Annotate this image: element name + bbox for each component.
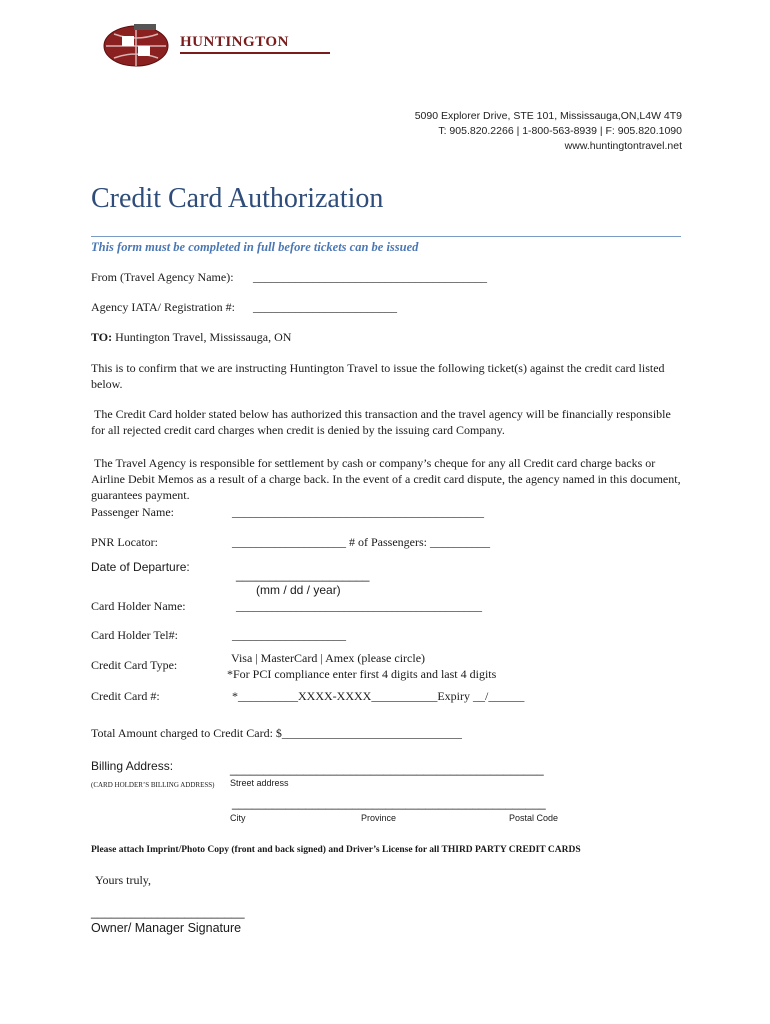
holder-name-label: Card Holder Name: <box>91 599 186 613</box>
city-label: City <box>230 813 246 823</box>
passenger-field[interactable]: __________________________________________ <box>232 505 484 519</box>
billing-label: Billing Address: <box>91 759 174 773</box>
liability-paragraph: The Credit Card holder stated below has authorized this transaction and the travel agency will be financially responsible for all rejected credit card charges when credit is denied by the issuing card Company. <box>91 407 671 437</box>
card-type-label: Credit Card Type: <box>91 658 178 672</box>
street-field[interactable]: _______________________________________________ <box>230 762 544 776</box>
company-logo <box>100 22 340 70</box>
pci-note: *For PCI compliance enter first 4 digits and last 4 digits <box>227 667 497 681</box>
website-line: www.huntingtontravel.net <box>564 140 682 152</box>
to-line <box>91 330 291 345</box>
settlement-paragraph: The Travel Agency is responsible for settlement by cash or company’s cheque for any all Credit card charge backs or Airline Debit Memos as a result of a charge back. In the event of a credit card dispute, the agency named in this document, guarantees payment. <box>91 456 681 502</box>
attachment-note: Please attach Imprint/Photo Copy (front and back signed) and Driver’s License for all THIRD PARTY CREDIT CARDS <box>91 845 581 855</box>
street-label: Street address <box>230 778 289 788</box>
form-subtitle: This form must be completed in full before tickets can be issued <box>91 240 419 254</box>
signature-field[interactable]: _______________________ <box>91 905 245 919</box>
address-line-1: 5090 Explorer Drive, STE 101, Mississauga,ON,L4W 4T9 <box>414 110 682 122</box>
card-number-label: Credit Card #: <box>91 689 160 703</box>
postal-code-label: Postal Code <box>509 813 559 823</box>
iata-label: Agency IATA/ Registration #: <box>91 300 236 314</box>
total-amount-field[interactable]: Total Amount charged to Credit Card: $______________________________ <box>91 726 462 740</box>
departure-label: Date of Departure: <box>91 560 190 574</box>
departure-format-hint: (mm / dd / year) <box>256 583 341 597</box>
logo-underline <box>180 52 330 54</box>
phone-line: T: 905.820.2266 | 1-800-563-8939 | F: 905.820.1090 <box>438 125 682 137</box>
closing-text: Yours truly, <box>95 873 152 887</box>
city-province-postal-field[interactable]: _______________________________________________ <box>232 796 546 810</box>
iata-field[interactable]: ________________________ <box>253 300 397 314</box>
holder-name-field[interactable]: _________________________________________ <box>236 599 482 613</box>
pnr-field[interactable]: ___________________ # of Passengers: __________ <box>232 535 490 549</box>
holder-tel-field[interactable]: ___________________ <box>232 628 346 642</box>
signature-label: Owner/ Manager Signature <box>91 921 242 935</box>
holder-tel-label: Card Holder Tel#: <box>91 628 178 642</box>
title-divider <box>91 236 681 237</box>
to-value: Huntington Travel, Mississauga, ON <box>112 330 292 344</box>
from-field[interactable]: _______________________________________ <box>253 270 487 284</box>
from-label: From (Travel Agency Name): <box>91 270 234 284</box>
card-number-field[interactable]: *__________XXXX-XXXX___________Expiry __/______ <box>232 689 525 703</box>
logo-wordmark: HUNTINGTON <box>180 34 289 50</box>
form-title: Credit Card Authorization <box>91 183 384 214</box>
confirmation-paragraph: This is to confirm that we are instructing Huntington Travel to issue the following ticket(s) against the credit card listed below. <box>91 361 665 391</box>
to-label: TO: <box>91 330 113 344</box>
card-type-options[interactable]: Visa | MasterCard | Amex (please circle) <box>231 651 426 665</box>
globe-logo-icon <box>100 22 180 70</box>
departure-field[interactable]: ____________________ <box>236 568 370 582</box>
pnr-label: PNR Locator: <box>91 535 158 549</box>
billing-sublabel: (CARD HOLDER’S BILLING ADDRESS) <box>91 781 215 789</box>
province-label: Province <box>361 813 397 823</box>
passenger-label: Passenger Name: <box>91 505 174 519</box>
